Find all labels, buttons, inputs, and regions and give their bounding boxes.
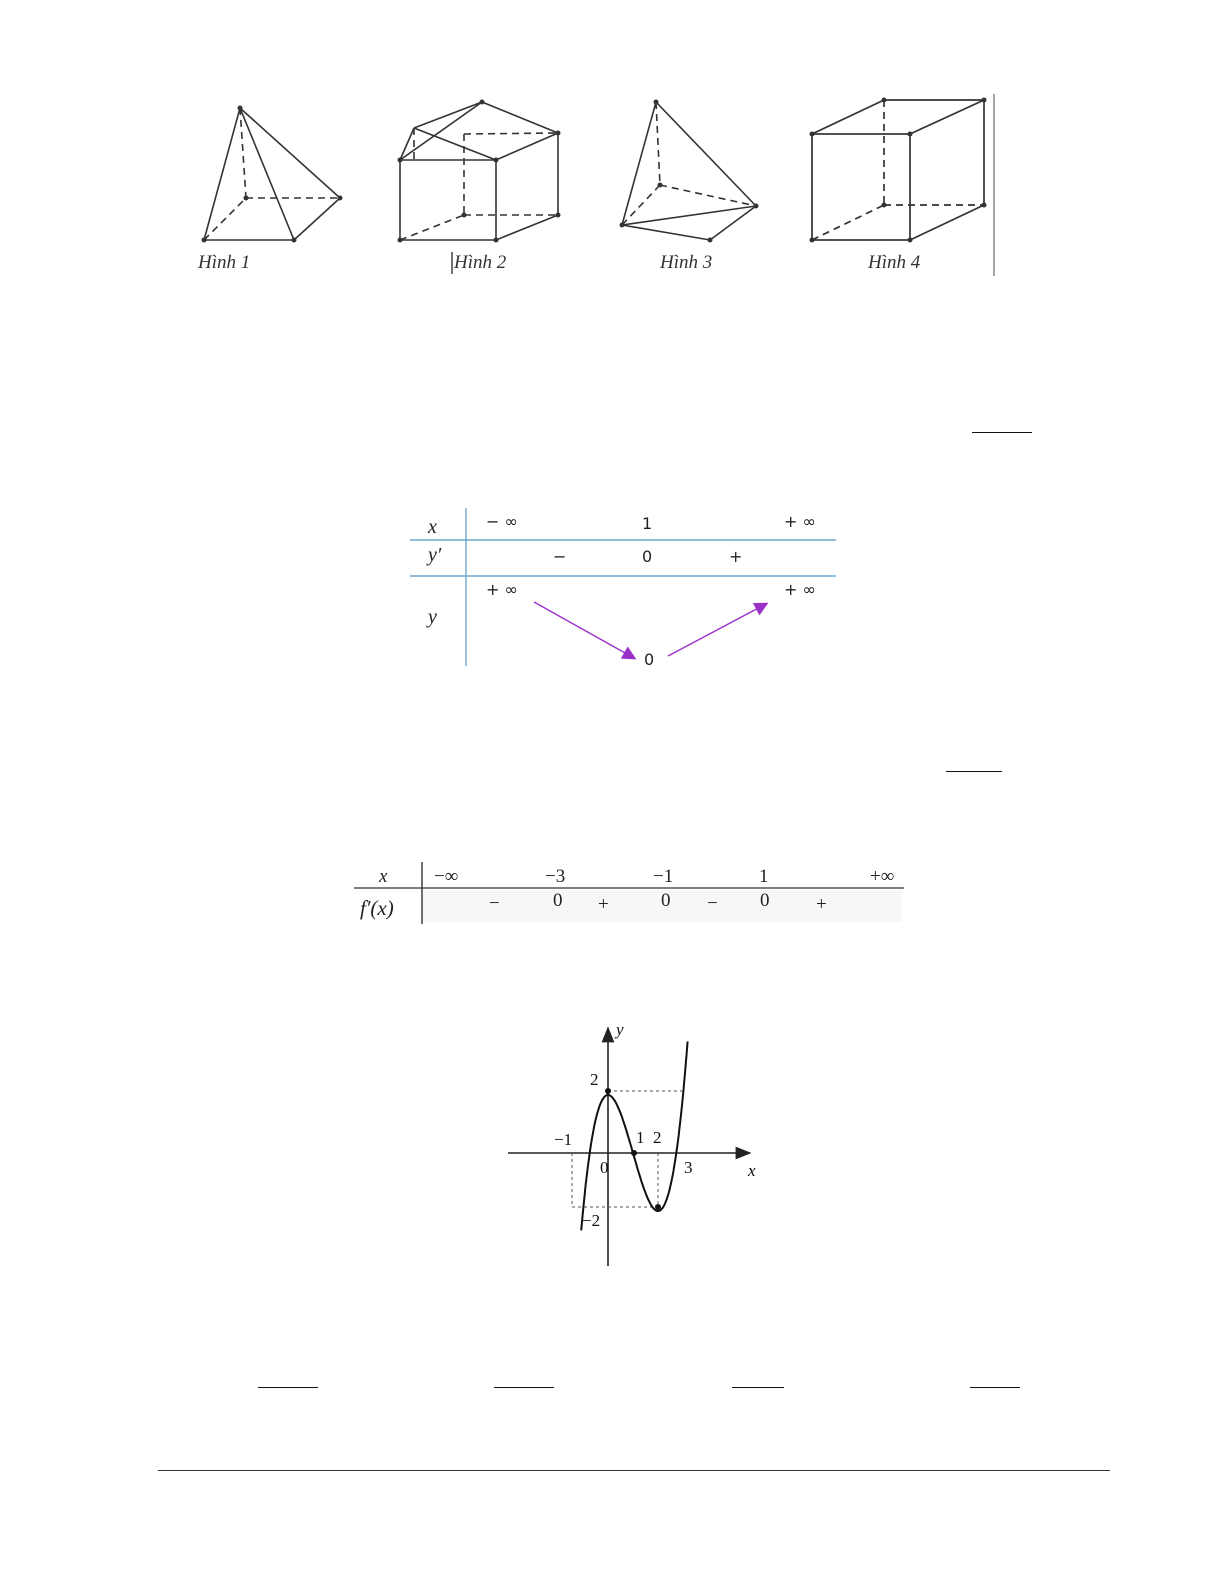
y-value: + ∞ xyxy=(784,580,816,599)
x-value: +∞ xyxy=(870,866,895,887)
sign: 0 xyxy=(661,890,671,911)
sign: + xyxy=(816,894,827,915)
row-label-x: x xyxy=(428,516,437,538)
answer-blank xyxy=(258,1387,318,1388)
row-label-f-prime: f′(x) xyxy=(360,896,394,920)
row-label-y: y xyxy=(428,606,437,628)
sign: 0 xyxy=(553,890,563,911)
answer-blank xyxy=(494,1387,554,1388)
label-minus-one: −1 xyxy=(554,1130,573,1149)
label-minus-two: −2 xyxy=(582,1211,601,1230)
x-value: + ∞ xyxy=(784,512,816,531)
point-max xyxy=(605,1088,611,1094)
sign: − xyxy=(489,893,500,914)
derivative-sign: 0 xyxy=(642,547,653,566)
derivative-sign: + xyxy=(729,547,743,566)
point-min xyxy=(655,1204,661,1210)
point-root xyxy=(631,1150,637,1156)
label-zero: 0 xyxy=(600,1158,609,1177)
row-label-x: x xyxy=(379,866,388,887)
answer-blank xyxy=(732,1387,784,1388)
label-one: 1 xyxy=(636,1128,645,1147)
x-value: 1 xyxy=(642,514,653,533)
figure-caption-3: Hình 3 xyxy=(660,252,713,273)
sign: 0 xyxy=(760,890,770,911)
label-three: 3 xyxy=(684,1158,693,1177)
figure-caption-4: Hình 4 xyxy=(868,252,921,273)
footer-rule xyxy=(158,1470,1110,1471)
figure-caption-1: Hình 1 xyxy=(198,252,251,273)
x-value: 1 xyxy=(759,866,769,887)
figure-caption-2: Hình 2 xyxy=(454,252,507,273)
label-two-x: 2 xyxy=(653,1128,662,1147)
label-two-y: 2 xyxy=(590,1070,599,1089)
x-value: −∞ xyxy=(434,866,459,887)
y-value: + ∞ xyxy=(486,580,518,599)
x-axis-label: x xyxy=(748,1161,756,1180)
sign: − xyxy=(707,893,718,914)
x-value: − ∞ xyxy=(486,512,518,531)
row-label-y-prime: y′ xyxy=(428,544,442,566)
sign: + xyxy=(598,894,609,915)
derivative-sign: − xyxy=(553,547,567,566)
y-axis-label: y xyxy=(616,1020,624,1039)
x-value: −1 xyxy=(653,866,674,887)
y-value: 0 xyxy=(644,650,655,669)
x-value: −3 xyxy=(545,866,566,887)
answer-blank xyxy=(970,1387,1020,1388)
